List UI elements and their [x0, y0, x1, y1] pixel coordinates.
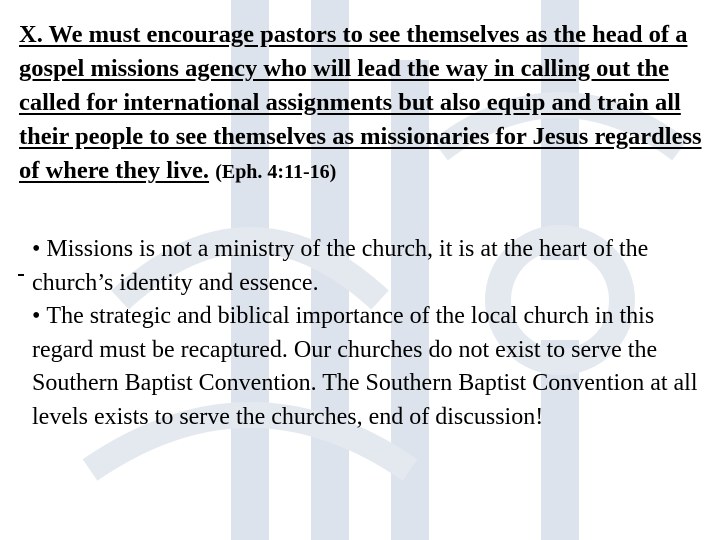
bullet-text: The strategic and biblical importance of the local church in this regard must be recaptured. Our churches do not exist to serve the Southern Baptist Convention. The Southern Baptist Convention at all levels exists to serve the churches, end of discussion!: [32, 303, 698, 430]
heading-main-text: X. We must encourage pastors to see themselves as the head of a gospel missions agency who will lead the way in calling out the called for international assignments but also equip and train all their people to see themselves as missionaries for Jesus regardless of where they live.: [19, 21, 702, 184]
bullet-item: [32, 233, 712, 300]
heading-reference: (Eph. 4:11-16): [215, 161, 337, 183]
slide-heading: [19, 18, 709, 189]
bullet-list: [32, 233, 712, 435]
bullet-icon: •: [32, 303, 41, 330]
stray-dash-mark: [18, 274, 24, 276]
bullet-text: Missions is not a ministry of the church, it is at the heart of the church’s identity and essence.: [32, 236, 649, 296]
bullet-item: [32, 300, 712, 434]
bullet-icon: •: [32, 236, 41, 262]
